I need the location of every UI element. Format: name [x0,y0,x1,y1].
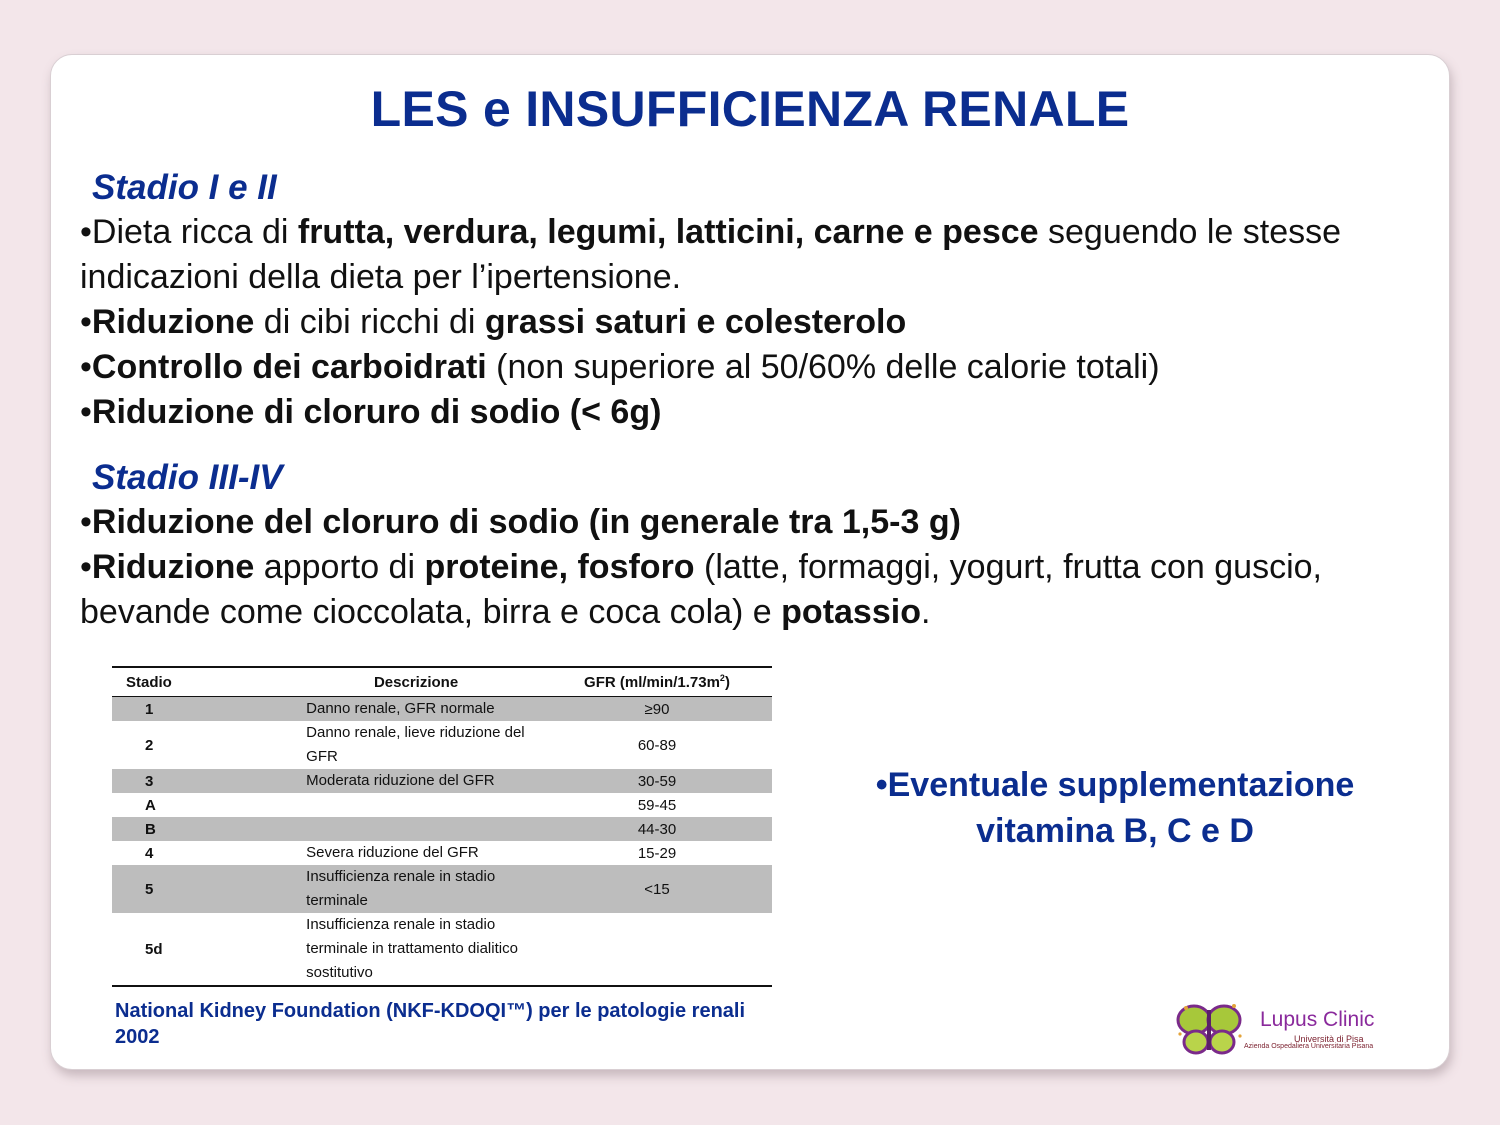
bullet-fats [80,300,1380,345]
cell-description [290,817,542,841]
text: Dieta ricca di [91,213,298,251]
cell-description: Danno renale, lieve riduzione del GFR [306,724,525,765]
bullet-dot: • [80,213,92,251]
header-gfr-sup: 2 [719,673,725,683]
ckd-stages-table [112,666,772,987]
table-row [112,721,772,769]
cell-stage: 1 [112,697,290,722]
text: seguendo le stesse indicazioni della dieta per l’ipertensione. [80,213,1342,296]
cell-gfr: ≥90 [542,697,772,722]
bullet-sodium [80,390,1380,435]
table-row [112,865,772,913]
stage-1-2-heading: Stadio I e II [92,168,277,207]
section-stage-1-2 [80,165,1380,435]
text: . [920,593,931,631]
cell-description: Severa riduzione del GFR [306,844,479,861]
supplement-note [830,762,1400,854]
text: (latte, formaggi, yogurt, frutta con guscio, bevande come cioccolata, birra e coca cola) e [80,548,1322,631]
logo-subtitle-university: Università di Pisa [1294,1034,1364,1044]
cell-stage: 5 [112,865,290,913]
bullet-diet [80,210,1380,300]
header-stadio: Stadio [112,667,290,697]
supplement-line-2: vitamina B, C e D [976,812,1254,850]
bullet-dot: • [80,348,92,386]
cell-gfr: 30-59 [542,769,772,793]
text: di cibi ricchi di [254,303,485,341]
header-gfr [542,667,772,697]
cell-gfr: 15-29 [637,844,677,862]
text: (non superiore al 50/60% delle calorie totali) [486,348,1160,386]
supplement-line-1: •Eventuale supplementazione [875,766,1355,804]
cell-description: Danno renale, GFR normale [290,697,542,722]
text: apporto di [254,548,425,586]
cell-stage: 4 [145,844,154,862]
table [112,666,772,987]
table-row [112,697,772,722]
table-row [112,769,772,793]
bullet-sodium-reduction [80,500,1380,545]
section-stage-3-4 [80,455,1380,635]
table-row [112,817,772,841]
table-row [112,841,772,865]
cell-stage: A [145,796,156,814]
slide-title: LES e INSUFFICIENZA RENALE [370,81,1130,137]
lupus-clinic-logo [1172,1000,1420,1058]
logo-name: Lupus Clinic [1260,1008,1375,1031]
cell-stage: 3 [112,769,290,793]
header-gfr-close: ) [724,674,730,691]
bullet-carbs [80,345,1380,390]
bullet-protein-reduction [80,545,1380,635]
cell-gfr: 44-30 [542,817,772,841]
cell-stage: 2 [145,736,154,754]
cell-gfr [542,913,772,986]
stage-3-4-heading: Stadio III-IV [92,458,283,497]
text-bold: proteine, fosforo [424,548,695,586]
cell-gfr: <15 [542,865,772,913]
text-bold: Riduzione [91,548,255,586]
header-descrizione: Descrizione [290,667,542,697]
cell-description: Moderata riduzione del GFR [290,769,542,793]
text-bold: grassi saturi e colesterolo [484,303,907,341]
text-bold: Riduzione [91,303,255,341]
cell-stage: B [112,817,290,841]
table-header-row [112,667,772,697]
bullet-dot: • [80,393,92,431]
bullet-dot: • [80,503,92,541]
cell-description: Insufficienza renale in stadio terminale [290,865,542,913]
cell-gfr: 59-45 [637,796,677,814]
bullet-dot: • [80,303,92,341]
text-bold: Controllo dei carboidrati [91,348,487,386]
text-bold: Riduzione del cloruro di sodio (in generale tra 1,5-3 g) [91,503,961,541]
cell-gfr: 60-89 [637,736,677,754]
cell-description [290,793,542,817]
logo-subtitle-hospital: Azienda Ospedaliera Universitaria Pisana [1244,1043,1374,1050]
bullet-dot: • [80,548,92,586]
butterfly-icon [1172,1000,1252,1058]
cell-stage: 5d [112,913,290,986]
cell-description: Insufficienza renale in stadio terminale in trattamento dialitico sostitutivo [290,913,542,986]
header-gfr-text: GFR (ml/min/1.73m [584,674,720,691]
table-row [112,913,772,986]
text-bold: potassio [781,593,921,631]
table-row [112,793,772,817]
source-citation: National Kidney Foundation (NKF-KDOQI™) per le patologie renali 2002 [115,1000,746,1048]
text-bold: Riduzione di cloruro di sodio (< 6g) [91,393,662,431]
text-bold: frutta, verdura, legumi, latticini, carne e pesce [297,213,1039,251]
